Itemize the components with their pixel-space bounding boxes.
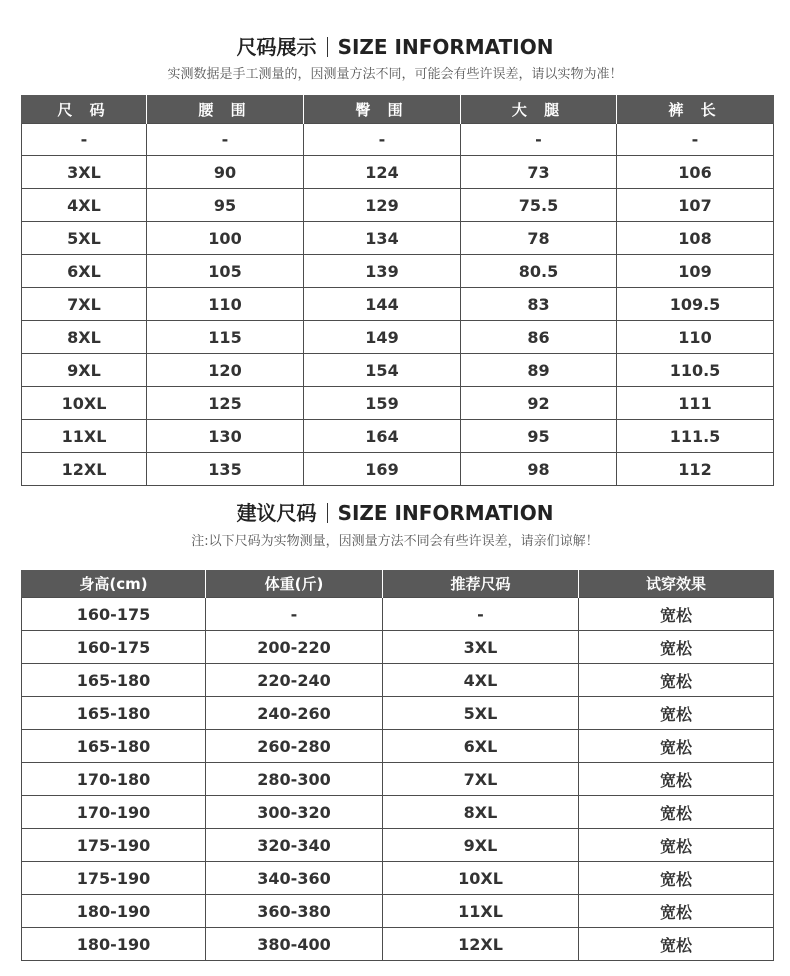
table-row [22, 387, 774, 420]
cell-fit: 宽松 [579, 895, 774, 928]
cell-size: 9XL [22, 354, 147, 387]
cell-height: 180-190 [22, 895, 206, 928]
cell-recommended-size: 3XL [383, 631, 579, 664]
cell-waist: 100 [147, 222, 304, 255]
cell-weight: 280-300 [206, 763, 383, 796]
cell-recommended-size: 6XL [383, 730, 579, 763]
cell-height: 160-175 [22, 631, 206, 664]
cell-size: 10XL [22, 387, 147, 420]
title-divider [327, 503, 328, 523]
cell-waist: 130 [147, 420, 304, 453]
size-table-header [22, 95, 774, 124]
cell-weight: 360-380 [206, 895, 383, 928]
cell-size: 11XL [22, 420, 147, 453]
cell-fit: 宽松 [579, 730, 774, 763]
cell-thigh: - [461, 124, 617, 156]
cell-height: 165-180 [22, 730, 206, 763]
cell-hip: 134 [304, 222, 461, 255]
cell-recommended-size: 5XL [383, 697, 579, 730]
cell-thigh: 98 [461, 453, 617, 486]
cell-weight: - [206, 598, 383, 631]
cell-thigh: 83 [461, 288, 617, 321]
table-row [22, 354, 774, 387]
cell-length: 108 [617, 222, 774, 255]
header-recommended-size: 推荐尺码 [383, 570, 579, 598]
cell-length: 111 [617, 387, 774, 420]
table-row [22, 796, 774, 829]
cell-length: 111.5 [617, 420, 774, 453]
cell-length: 107 [617, 189, 774, 222]
table-row [22, 453, 774, 486]
header-hip: 臀 围 [304, 95, 461, 124]
table-row [22, 862, 774, 895]
cell-hip: 154 [304, 354, 461, 387]
cell-recommended-size: 12XL [383, 928, 579, 961]
recommend-subtitle: 注:以下尺码为实物测量，因测量方法不同会有些许误差，请亲们谅解！ [191, 534, 599, 549]
cell-size: 3XL [22, 156, 147, 189]
cell-thigh: 78 [461, 222, 617, 255]
cell-waist: - [147, 124, 304, 156]
table-row [22, 697, 774, 730]
cell-weight: 300-320 [206, 796, 383, 829]
cell-fit: 宽松 [579, 631, 774, 664]
cell-weight: 240-260 [206, 697, 383, 730]
cell-recommended-size: 4XL [383, 664, 579, 697]
cell-weight: 340-360 [206, 862, 383, 895]
cell-recommended-size: 8XL [383, 796, 579, 829]
cell-hip: 139 [304, 255, 461, 288]
cell-waist: 115 [147, 321, 304, 354]
cell-length: 112 [617, 453, 774, 486]
cell-thigh: 89 [461, 354, 617, 387]
header-fit: 试穿效果 [579, 570, 774, 598]
recommend-title-cn: 建议尺码 [236, 501, 317, 525]
table-row [22, 631, 774, 664]
cell-fit: 宽松 [579, 697, 774, 730]
cell-length: 110.5 [617, 354, 774, 387]
table-row [22, 730, 774, 763]
cell-weight: 260-280 [206, 730, 383, 763]
cell-hip: 164 [304, 420, 461, 453]
table-row [22, 829, 774, 862]
cell-length: 109 [617, 255, 774, 288]
cell-recommended-size: 10XL [383, 862, 579, 895]
cell-fit: 宽松 [579, 928, 774, 961]
cell-waist: 95 [147, 189, 304, 222]
cell-hip: 149 [304, 321, 461, 354]
table-row [22, 598, 774, 631]
cell-waist: 90 [147, 156, 304, 189]
cell-thigh: 95 [461, 420, 617, 453]
cell-thigh: 86 [461, 321, 617, 354]
size-info-title-en: SIZE INFORMATION [337, 35, 554, 59]
cell-size: 4XL [22, 189, 147, 222]
cell-recommended-size: 9XL [383, 829, 579, 862]
cell-waist: 125 [147, 387, 304, 420]
size-info-title [0, 31, 790, 60]
table-row [22, 156, 774, 189]
size-table [21, 95, 774, 486]
table-row [22, 321, 774, 354]
cell-weight: 320-340 [206, 829, 383, 862]
table-row [22, 222, 774, 255]
table-row [22, 288, 774, 321]
cell-recommended-size: 7XL [383, 763, 579, 796]
cell-size: - [22, 124, 147, 156]
header-length: 裤 长 [617, 95, 774, 124]
cell-size: 12XL [22, 453, 147, 486]
cell-hip: 124 [304, 156, 461, 189]
cell-fit: 宽松 [579, 664, 774, 697]
cell-height: 165-180 [22, 664, 206, 697]
cell-waist: 135 [147, 453, 304, 486]
cell-fit: 宽松 [579, 829, 774, 862]
table-row [22, 763, 774, 796]
size-info-subtitle: 实测数据是手工测量的，因测量方法不同，可能会有些许误差，请以实物为准！ [167, 67, 623, 82]
size-info-title-cn: 尺码展示 [236, 35, 317, 59]
cell-height: 180-190 [22, 928, 206, 961]
header-thigh: 大 腿 [461, 95, 617, 124]
recommend-title [0, 497, 790, 526]
header-height: 身高(cm) [22, 570, 206, 598]
cell-weight: 220-240 [206, 664, 383, 697]
cell-hip: 169 [304, 453, 461, 486]
cell-height: 175-190 [22, 829, 206, 862]
table-row [22, 420, 774, 453]
cell-weight: 200-220 [206, 631, 383, 664]
cell-height: 160-175 [22, 598, 206, 631]
cell-fit: 宽松 [579, 763, 774, 796]
table-row [22, 895, 774, 928]
cell-height: 165-180 [22, 697, 206, 730]
cell-length: 110 [617, 321, 774, 354]
header-size: 尺 码 [22, 95, 147, 124]
header-waist: 腰 围 [147, 95, 304, 124]
header-weight: 体重(斤) [206, 570, 383, 598]
cell-hip: 144 [304, 288, 461, 321]
title-divider [327, 37, 328, 57]
cell-waist: 120 [147, 354, 304, 387]
cell-height: 170-180 [22, 763, 206, 796]
cell-thigh: 92 [461, 387, 617, 420]
cell-size: 7XL [22, 288, 147, 321]
cell-hip: - [304, 124, 461, 156]
table-row [22, 124, 774, 156]
cell-length: 106 [617, 156, 774, 189]
cell-recommended-size: 11XL [383, 895, 579, 928]
cell-length: 109.5 [617, 288, 774, 321]
cell-recommended-size: - [383, 598, 579, 631]
table-row [22, 928, 774, 961]
cell-thigh: 73 [461, 156, 617, 189]
cell-hip: 129 [304, 189, 461, 222]
cell-hip: 159 [304, 387, 461, 420]
cell-fit: 宽松 [579, 796, 774, 829]
table-row [22, 664, 774, 697]
recommend-title-en: SIZE INFORMATION [337, 501, 554, 525]
cell-thigh: 75.5 [461, 189, 617, 222]
cell-size: 5XL [22, 222, 147, 255]
recommend-table-header [22, 570, 774, 598]
cell-waist: 110 [147, 288, 304, 321]
cell-size: 8XL [22, 321, 147, 354]
table-row [22, 189, 774, 222]
cell-fit: 宽松 [579, 598, 774, 631]
cell-height: 175-190 [22, 862, 206, 895]
cell-weight: 380-400 [206, 928, 383, 961]
cell-waist: 105 [147, 255, 304, 288]
table-row [22, 255, 774, 288]
cell-size: 6XL [22, 255, 147, 288]
cell-height: 170-190 [22, 796, 206, 829]
recommend-table [21, 570, 774, 961]
cell-fit: 宽松 [579, 862, 774, 895]
cell-thigh: 80.5 [461, 255, 617, 288]
cell-length: - [617, 124, 774, 156]
